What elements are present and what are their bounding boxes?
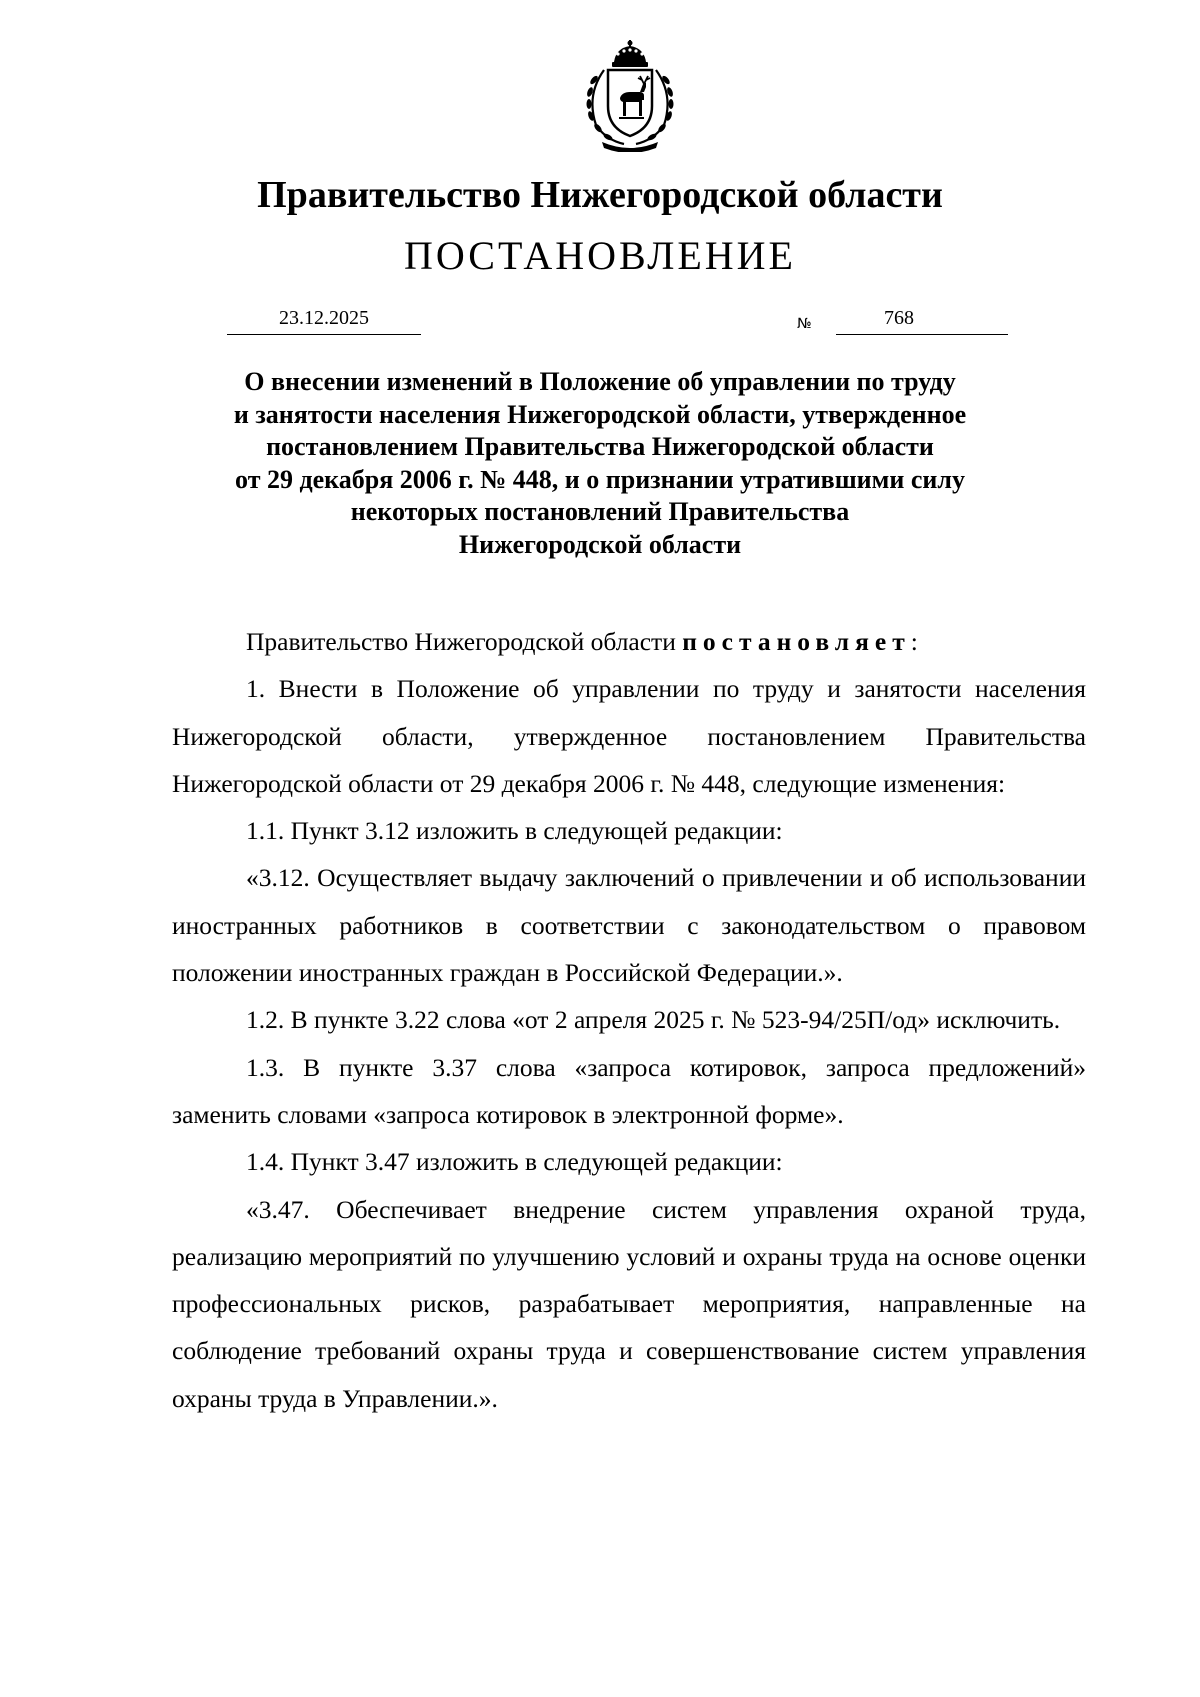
subject-line: постановлением Правительства Нижегородской области xyxy=(266,432,934,461)
preamble-lead: Правительство Нижегородской области xyxy=(246,627,676,656)
paragraph: 1.1. Пункт 3.12 изложить в следующей редакции: xyxy=(246,816,783,846)
preamble-end: : xyxy=(910,627,918,656)
coat-of-arms-icon xyxy=(576,40,684,152)
preamble xyxy=(172,618,1086,665)
document-number: 768 xyxy=(884,307,914,329)
paragraph: 1.2. В пункте 3.22 слова «от 2 апреля 2025 г. № 523-94/25П/од» исключить. xyxy=(246,1005,1061,1035)
document-subject xyxy=(130,366,1070,561)
number-sign: № xyxy=(797,316,812,332)
paragraph: «3.47. Обеспечивает внедрение систем управления охраной труда, реализацию мероприятий по улучшению условий и охраны труда на основе оценки профессиональных рисков, разрабатывает мероприятия, направленные на соблюдение требований охраны труда и совершенствование систем управления охраны труда в Управлении.». xyxy=(172,1194,1086,1413)
paragraph: 1.3. В пункте 3.37 слова «запроса котировок, запроса предложений» заменить словами «запроса котировок в электронной форме». xyxy=(172,1052,1086,1129)
paragraph: 1.4. Пункт 3.47 изложить в следующей редакции: xyxy=(246,1147,783,1177)
subject-line: от 29 декабря 2006 г. № 448, и о признании утратившими силу xyxy=(235,464,965,494)
preamble-keyword: постановляет xyxy=(682,627,911,656)
subject-line: О внесении изменений в Положение об управлении по труду xyxy=(244,367,956,396)
subject-line: некоторых постановлений Правительства xyxy=(350,497,850,526)
document-number-field xyxy=(836,302,1008,335)
organization-title: Правительство Нижегородской области xyxy=(257,174,943,216)
document-body xyxy=(172,618,1086,1422)
paragraph: «3.12. Осуществляет выдачу заключений о привлечении и об использовании иностранных работников в соответствии с законодательством о правовом положении иностранных граждан в Российской Федерации.». xyxy=(172,863,1086,988)
subject-line: Нижегородской области xyxy=(458,529,742,559)
document-type-title: ПОСТАНОВЛЕНИЕ xyxy=(404,233,796,278)
paragraph: 1. Внести в Положение об управлении по труду и занятости населения Нижегородской области, утвержденное постановлением Правительства Нижегородской области от 29 декабря 2006 г. № 448, следующие изменения: xyxy=(172,674,1086,798)
document-date: 23.12.2025 xyxy=(227,302,421,335)
subject-line: и занятости населения Нижегородской области, утвержденное xyxy=(233,399,967,429)
